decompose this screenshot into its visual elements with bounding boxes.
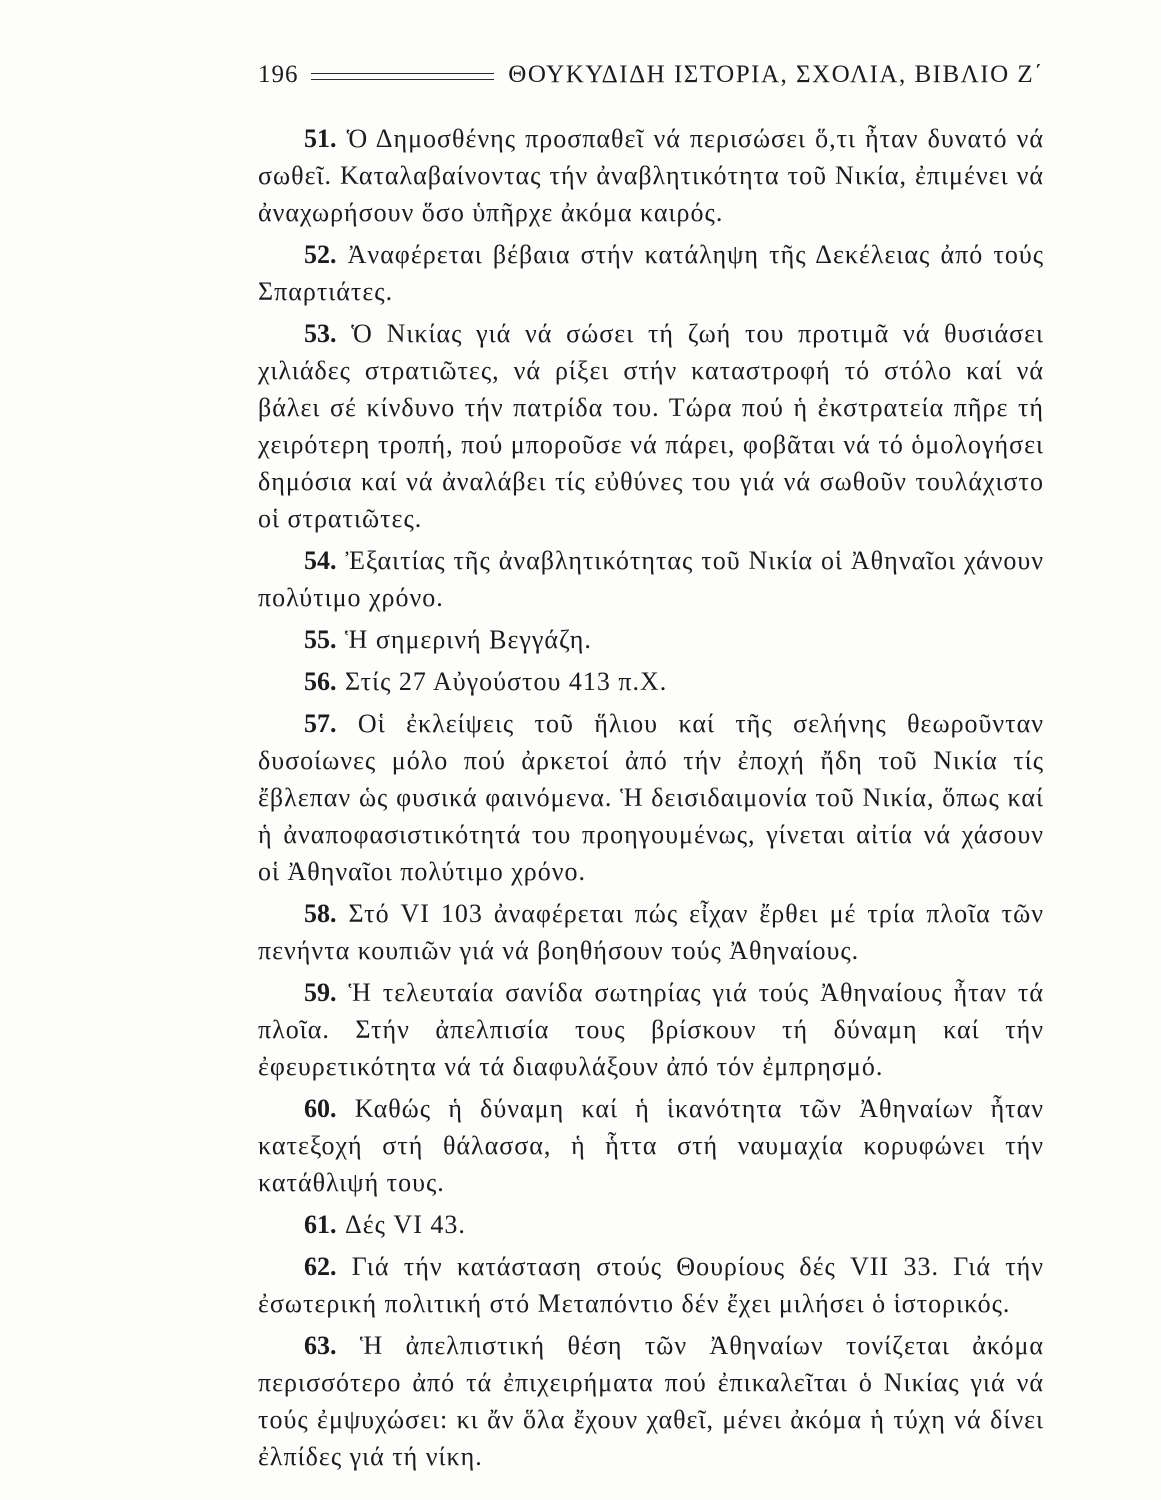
- note-text: Ἡ τελευταία σανίδα σωτηρίας γιά τούς Ἀθηναίους ἦταν τά πλοῖα. Στήν ἀπελπισία τους βρίσκουν τή δύναμη καί τήν ἐφευρετικότητα νά τά διαφυλάξουν ἀπό τόν ἐμπρησμό.: [258, 978, 1044, 1081]
- note-text: Δές VI 43.: [345, 1210, 466, 1239]
- running-title: ΘΟΥΚΥΔΙΔΗ ΙΣΤΟΡΙΑ, ΣΧΟΛΙΑ, ΒΙΒΛΙΟ Ζ΄: [508, 61, 1044, 88]
- note-text: Ἡ σημερινή Βεγγάζη.: [345, 625, 592, 654]
- note-text: Ἐξαιτίας τῆς ἀναβλητικότητας τοῦ Νικία οἱ Ἀθηναῖοι χάνουν πολύτιμο χρόνο.: [258, 546, 1045, 612]
- header-double-rule: [311, 73, 495, 80]
- note-number: 62: [304, 1252, 330, 1281]
- note-text: Ἡ ἀπελπιστική θέση τῶν Ἀθηναίων τονίζεται ἀκόμα περισσότερο ἀπό τά ἐπιχειρήματα πού ἐπικαλεῖται ὁ Νικίας γιά νά τούς ἐμψυχώσει: κι ἄν ὅλα ἔχουν χαθεῖ, μένει ἀκόμα ἡ τύχη νά δίνει ἐλπίδες γιά τή νίκη.: [258, 1331, 1045, 1471]
- note-number: 57: [304, 709, 330, 738]
- note-number: 53: [304, 319, 330, 348]
- note-52: 52. Ἀναφέρεται βέβαια στήν κατάληψη τῆς Δεκέλειας ἀπό τούς Σπαρτιάτες.: [258, 240, 1044, 306]
- note-number: 56: [304, 667, 330, 696]
- note-51: 51. Ὁ Δημοσθένης προσπαθεῖ νά περισώσει ὅ,τι ἦταν δυνατό νά σωθεῖ. Καταλαβαίνοντας τήν ἀναβλητικότητα τοῦ Νικία, ἐπιμένει νά ἀναχωρήσουν ὅσο ὑπῆρχε ἀκόμα καιρός.: [258, 124, 1044, 227]
- note-60: 60. Καθώς ἡ δύναμη καί ἡ ἱκανότητα τῶν Ἀθηναίων ἦταν κατεξοχή στή θάλασσα, ἡ ἧττα στή ναυμαχία κορυφώνει τήν κατάθλιψή τους.: [258, 1094, 1044, 1197]
- note-number: 59: [304, 978, 330, 1007]
- note-57: 57. Οἱ ἐκλείψεις τοῦ ἥλιου καί τῆς σελήνης θεωροῦνταν δυσοίωνες μόλο πού ἀρκετοί ἀπό τήν ἐποχή ἤδη τοῦ Νικία τίς ἔβλεπαν ὡς φυσικά φαινόμενα. Ἡ δεισιδαιμονία τοῦ Νικία, ὅπως καί ἡ ἀναποφασιστικότητά του προηγουμένως, γίνεται αἰτία νά χάσουν οἱ Ἀθηναῖοι πολύτιμο χρόνο.: [258, 709, 1044, 886]
- note-number: 60: [304, 1094, 330, 1123]
- note-61: 61. Δές VI 43.: [304, 1210, 466, 1239]
- note-63: 63. Ἡ ἀπελπιστική θέση τῶν Ἀθηναίων τονίζεται ἀκόμα περισσότερο ἀπό τά ἐπιχειρήματα πού ἐπικαλεῖται ὁ Νικίας γιά νά τούς ἐμψυχώσει: κι ἄν ὅλα ἔχουν χαθεῖ, μένει ἀκόμα ἡ τύχη νά δίνει ἐλπίδες γιά τή νίκη.: [258, 1331, 1045, 1471]
- note-text: Ὁ Νικίας γιά νά σώσει τή ζωή του προτιμᾶ νά θυσιάσει χιλιάδες στρατιῶτες, νά ρίξει στήν καταστροφή τό στόλο καί νά βάλει σέ κίνδυνο τήν πατρίδα του. Τώρα πού ἡ ἐκστρατεία πῆρε τή χειρότερη τροπή, πού μποροῦσε νά πάρει, φοβᾶται νά τό ὁμολογήσει δημόσια καί νά ἀναλάβει τίς εὐθύνες του γιά νά σωθοῦν τουλάχιστο οἱ στρατιῶτες.: [258, 319, 1045, 533]
- note-53: 53. Ὁ Νικίας γιά νά σώσει τή ζωή του προτιμᾶ νά θυσιάσει χιλιάδες στρατιῶτες, νά ρίξει στήν καταστροφή τό στόλο καί νά βάλει σέ κίνδυνο τήν πατρίδα του. Τώρα πού ἡ ἐκστρατεία πῆρε τή χειρότερη τροπή, πού μποροῦσε νά πάρει, φοβᾶται νά τό ὁμολογήσει δημόσια καί νά ἀναλάβει τίς εὐθύνες του γιά νά σωθοῦν τουλάχιστο οἱ στρατιῶτες.: [258, 319, 1045, 533]
- note-number: 61: [304, 1210, 330, 1239]
- note-number: 55: [304, 625, 330, 654]
- note-number: 58: [304, 899, 330, 928]
- note-text: Καθώς ἡ δύναμη καί ἡ ἱκανότητα τῶν Ἀθηναίων ἦταν κατεξοχή στή θάλασσα, ἡ ἧττα στή ναυμαχία κορυφώνει τήν κατάθλιψή τους.: [258, 1094, 1044, 1197]
- note-text: Γιά τήν κατάσταση στούς Θουρίους δές VII 33. Γιά τήν ἐσωτερική πολιτική στό Μεταπόντιο δέν ἔχει μιλήσει ὁ ἱστορικός.: [258, 1252, 1045, 1318]
- note-62: 62. Γιά τήν κατάσταση στούς Θουρίους δές VII 33. Γιά τήν ἐσωτερική πολιτική στό Μεταπόντιο δέν ἔχει μιλήσει ὁ ἱστορικός.: [258, 1252, 1045, 1318]
- note-number: 52: [304, 240, 330, 269]
- page-number: 196: [258, 61, 299, 88]
- note-59: 59. Ἡ τελευταία σανίδα σωτηρίας γιά τούς Ἀθηναίους ἦταν τά πλοῖα. Στήν ἀπελπισία τους βρίσκουν τή δύναμη καί τήν ἐφευρετικότητα νά τά διαφυλάξουν ἀπό τόν ἐμπρησμό.: [258, 978, 1044, 1081]
- note-54: 54. Ἐξαιτίας τῆς ἀναβλητικότητας τοῦ Νικία οἱ Ἀθηναῖοι χάνουν πολύτιμο χρόνο.: [258, 546, 1045, 612]
- commentary-notes: [258, 120, 1044, 1480]
- note-text: Ἀναφέρεται βέβαια στήν κατάληψη τῆς Δεκέλειας ἀπό τούς Σπαρτιάτες.: [258, 240, 1044, 306]
- page-header: [258, 58, 1044, 92]
- note-56: 56. Στίς 27 Αὐγούστου 413 π.Χ.: [304, 667, 668, 696]
- note-number: 63: [304, 1331, 330, 1360]
- note-58: 58. Στό VI 103 ἀναφέρεται πώς εἶχαν ἔρθει μέ τρία πλοῖα τῶν πενήντα κουπιῶν γιά νά βοηθήσουν τούς Ἀθηναίους.: [258, 899, 1044, 965]
- note-text: Ὁ Δημοσθένης προσπαθεῖ νά περισώσει ὅ,τι ἦταν δυνατό νά σωθεῖ. Καταλαβαίνοντας τήν ἀναβλητικότητα τοῦ Νικία, ἐπιμένει νά ἀναχωρήσουν ὅσο ὑπῆρχε ἀκόμα καιρός.: [258, 124, 1044, 227]
- note-number: 54: [304, 546, 330, 575]
- note-text: Στίς 27 Αὐγούστου 413 π.Χ.: [345, 667, 668, 696]
- note-text: Στό VI 103 ἀναφέρεται πώς εἶχαν ἔρθει μέ τρία πλοῖα τῶν πενήντα κουπιῶν γιά νά βοηθήσουν τούς Ἀθηναίους.: [258, 899, 1044, 965]
- note-number: 51: [304, 124, 330, 153]
- note-55: 55. Ἡ σημερινή Βεγγάζη.: [304, 625, 592, 654]
- note-text: Οἱ ἐκλείψεις τοῦ ἥλιου καί τῆς σελήνης θεωροῦνταν δυσοίωνες μόλο πού ἀρκετοί ἀπό τήν ἐποχή ἤδη τοῦ Νικία τίς ἔβλεπαν ὡς φυσικά φαινόμενα. Ἡ δεισιδαιμονία τοῦ Νικία, ὅπως καί ἡ ἀναποφασιστικότητά του προηγουμένως, γίνεται αἰτία νά χάσουν οἱ Ἀθηναῖοι πολύτιμο χρόνο.: [258, 709, 1044, 886]
